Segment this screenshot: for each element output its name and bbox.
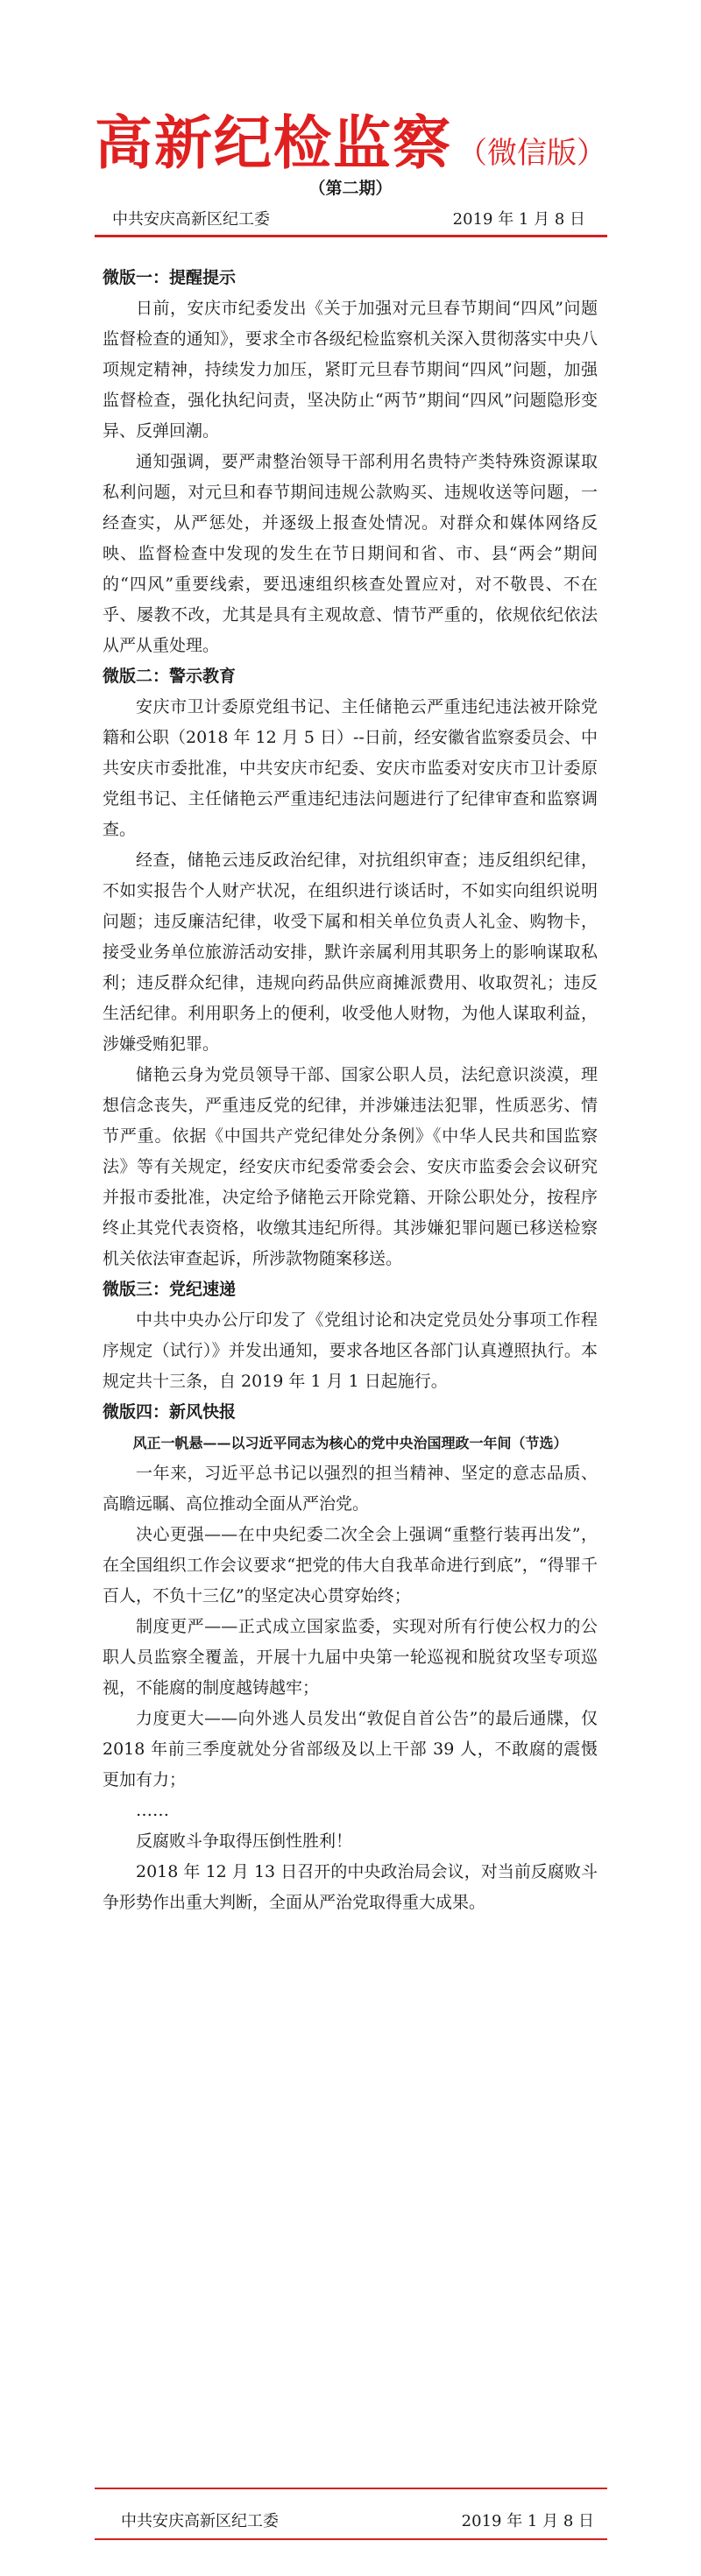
section-heading: 微版二：警示教育 — [103, 667, 237, 686]
footer-date: 2019 年 1 月 8 日 — [461, 2512, 594, 2530]
masthead — [0, 0, 701, 254]
paragraph: …… — [136, 1801, 169, 1820]
paragraph: 储艳云身为党员领导干部、国家公职人员，法纪意识淡漠，理想信念丧失，严重违反党的纪律，并涉嫌违法犯罪，性质恶劣、情节严重。依据《中国共产党纪律处分条例》《中华人民共和国监察法》等有关规定，经安庆市纪委常委会会、安庆市监委会会议研究并报市委批准，决定给予储艳云开除党籍、开除公职处分，按程序终止其党代表资格，收缴其违纪所得。其涉嫌犯罪问题已移送检察机关依法审查起诉，所涉款物随案移送。 — [103, 1065, 598, 1268]
publish-date: 2019 年 1 月 8 日 — [452, 210, 585, 229]
newsletter-subtitle: （微信版） — [457, 136, 606, 171]
paragraph: 经查，储艳云违反政治纪律，对抗组织审查；违反组织纪律，不如实报告个人财产状况，在组织进行谈话时，不如实向组织说明问题；违反廉洁纪律，收受下属和相关单位负责人礼金、购物卡，接受业务单位旅游活动安排，默许亲属利用其职务上的影响谋取私利；违反群众纪律，违规向药品供应商摊派费用、收取贺礼；违反生活纪律。利用职务上的便利，收受他人财物，为他人谋取利益，涉嫌受贿犯罪。 — [103, 850, 598, 1054]
section-heading: 微版三：党纪速递 — [103, 1280, 237, 1299]
footer-publisher: 中共安庆高新区纪工委 — [121, 2512, 279, 2530]
newsletter-title: 高新纪检监察 — [95, 109, 452, 177]
title-wrap — [0, 96, 701, 180]
section-heading: 微版一：提醒提示 — [103, 268, 237, 287]
footer-row — [121, 2509, 594, 2531]
article-body — [103, 263, 598, 1918]
publisher-row — [112, 207, 585, 229]
footer-rule-bottom — [95, 2538, 607, 2540]
paragraph: 安庆市卫计委原党组书记、主任储艳云严重违纪违法被开除党籍和公职（2018 年 12 月 5 日）--日前，经安徽省监察委员会、中共安庆市委批准，中共安庆市纪委、安庆市监委对安庆市卫计委原党组书记、主任储艳云严重违纪违法问题进行了纪律审查和监察调查。 — [103, 697, 598, 839]
issue-number: （第二期） — [308, 179, 393, 198]
paragraph: 中共中央办公厅印发了《党组讨论和决定党员处分事项工作程序规定（试行）》并发出通知，要求各地区各部门认真遵照执行。本规定共十三条，自 2019 年 1 月 1 日起施行。 — [103, 1310, 598, 1391]
section-heading: 微版四：新风快报 — [103, 1402, 237, 1422]
paragraph: 制度更严——正式成立国家监委，实现对所有行使公权力的公职人员监察全覆盖，开展十九届中央第一轮巡视和脱贫攻坚专项巡视，不能腐的制度越铸越牢； — [103, 1617, 598, 1697]
header-rule — [95, 235, 607, 237]
footer-rule-top — [95, 2488, 607, 2489]
paragraph: 反腐败斗争取得压倒性胜利！ — [136, 1831, 353, 1851]
paragraph: 2018 年 12 月 13 日召开的中央政治局会议，对当前反腐败斗争形势作出重大判断，全面从严治党取得重大成果。 — [103, 1862, 598, 1912]
paragraph: 一年来，习近平总书记以强烈的担当精神、坚定的意志品质、高瞻远瞩、高位推动全面从严治党。 — [103, 1464, 598, 1514]
article-subheading: 风正一帆悬——以习近平同志为核心的党中央治国理政一年间（节选） — [132, 1435, 568, 1451]
paragraph: 通知强调，要严肃整治领导干部利用名贵特产类特殊资源谋取私利问题，对元旦和春节期间违规公款购买、违规收送等问题，一经查实，从严惩处，并逐级上报查处情况。对群众和媒体网络反映、监督检查中发现的发生在节日期间和省、市、县“两会”期间的“四风”重要线索，要迅速组织核查处置应对，对不敬畏、不在乎、屡教不改，尤其是具有主观故意、情节严重的，依规依纪依法从严从重处理。 — [103, 452, 598, 655]
paragraph: 日前，安庆市纪委发出《关于加强对元旦春节期间“四风”问题监督检查的通知》，要求全市各级纪检监察机关深入贯彻落实中央八项规定精神，持续发力加压，紧盯元旦春节期间“四风”问题，加强监督检查，强化执纪问责，坚决防止“两节”期间“四风”问题隐形变异、反弹回潮。 — [103, 299, 598, 441]
paragraph: 决心更强——在中央纪委二次全会上强调“重整行装再出发”，在全国组织工作会议要求“把党的伟大自我革命进行到底”，“得罪千百人，不负十三亿”的坚定决心贯穿始终； — [103, 1525, 598, 1606]
paragraph: 力度更大——向外逃人员发出“敦促自首公告”的最后通牒，仅 2018 年前三季度就处分省部级及以上干部 39 人，不敢腐的震慑更加有力； — [103, 1709, 598, 1789]
publisher-name: 中共安庆高新区纪工委 — [112, 210, 270, 229]
